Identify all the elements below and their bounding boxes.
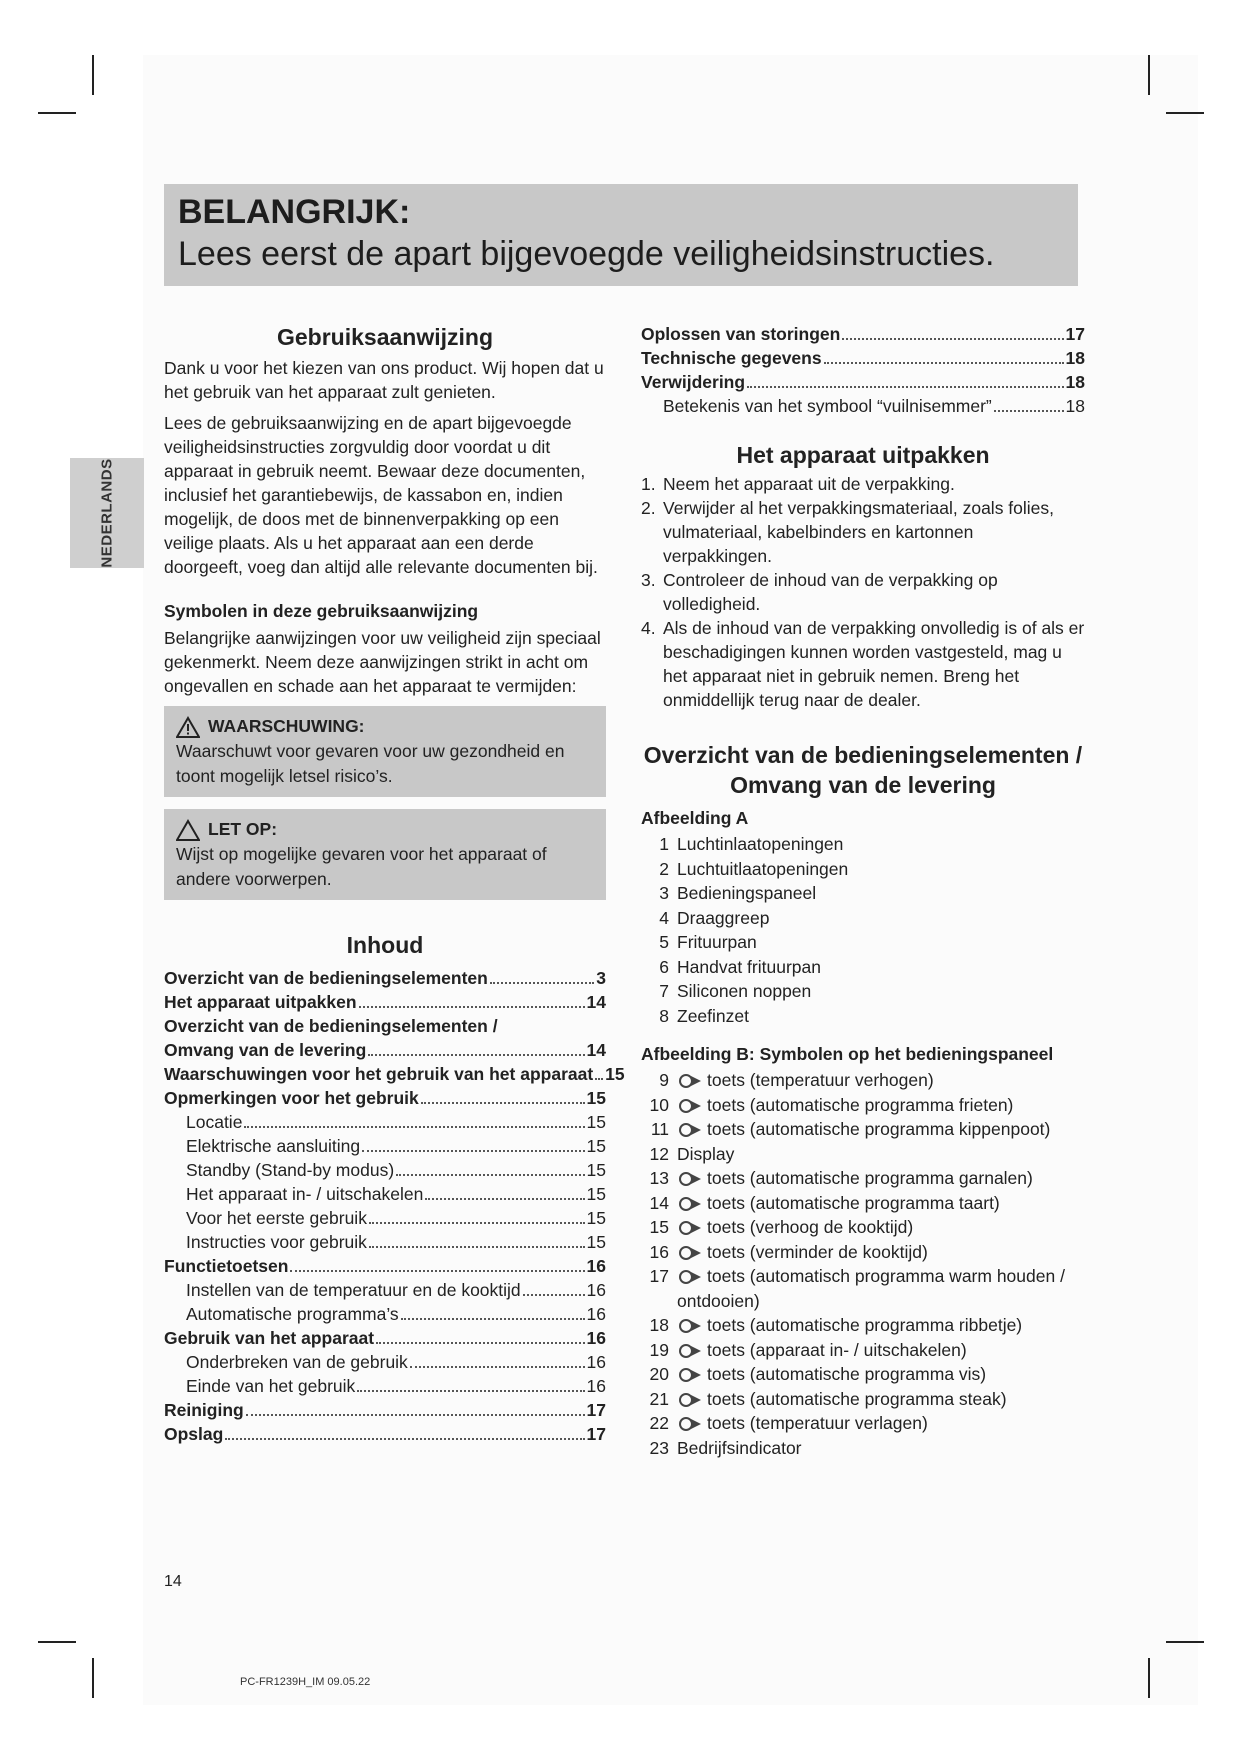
item-number: 8 xyxy=(659,1005,669,1026)
toc-entry-page: 15 xyxy=(586,1112,606,1132)
crop-mark xyxy=(1166,112,1204,114)
item-number: 7 xyxy=(659,981,669,1001)
toc-entry-page: 14 xyxy=(586,992,606,1012)
toc-entry xyxy=(164,1374,606,1398)
step-number: 4. xyxy=(641,618,656,638)
item-number: 6 xyxy=(659,956,669,977)
step-number: 1. xyxy=(641,474,656,494)
list-item xyxy=(641,1240,1085,1265)
toc-entry xyxy=(164,1422,606,1446)
toc-entry-title: Opslag xyxy=(164,1424,224,1444)
toc-entry-page: 15 xyxy=(586,1184,606,1204)
item-number: 23 xyxy=(649,1437,669,1458)
intro-paragraph-2: Lees de gebruiksaanwijzing en de apart bijgevoegde veiligheidsinstructies zorgvuldig door voordat u dit apparaat in gebruik neemt. Bewaar deze documenten, inclusief het garantiebewijs, de kassabon en, indien mogelijk, de doos met de binnenverpakking op een veilige plaats. Als u het apparaat aan een derde doorgeeft, voeg dan altijd alle relevante documenten bij. xyxy=(164,413,598,577)
toc-dot-leader xyxy=(225,1438,584,1440)
item-text: toets (automatische programma steak) xyxy=(707,1388,1007,1409)
toc-entry-title: Het apparaat uitpakken xyxy=(164,992,357,1012)
toc-entry-title: Automatische programma’s xyxy=(186,1304,399,1324)
overview-heading-1: Overzicht van de bedieningselementen / xyxy=(643,742,1083,768)
crop-mark xyxy=(92,55,94,95)
caution-triangle-icon xyxy=(176,819,200,841)
item-text: Luchtuitlaatopeningen xyxy=(677,858,849,879)
toc-entry-page: 15 xyxy=(586,1088,606,1108)
toc-entry-page: 16 xyxy=(586,1256,606,1276)
left-column xyxy=(164,322,625,1446)
banner-title: BELANGRIJK: xyxy=(178,193,411,231)
toc-entry-page: 15 xyxy=(605,1064,625,1084)
caution-title: LET OP: xyxy=(208,819,278,839)
toc-dot-leader xyxy=(369,1222,585,1224)
toc-dot-leader xyxy=(595,1078,603,1080)
item-number: 20 xyxy=(649,1364,669,1384)
toc-dot-leader xyxy=(842,338,1063,340)
item-number: 4 xyxy=(659,907,669,928)
list-item xyxy=(641,1166,1085,1191)
toc-entry xyxy=(164,1254,606,1278)
toc-entry xyxy=(164,1014,606,1038)
power-icon xyxy=(677,1342,703,1360)
unpacking-step xyxy=(641,496,1085,568)
list-item xyxy=(641,1004,1085,1029)
crop-mark xyxy=(92,1658,94,1698)
toc-entry xyxy=(164,1182,606,1206)
toc-entry-page: 16 xyxy=(586,1376,606,1396)
toc-entry xyxy=(164,1062,625,1086)
item-number: 13 xyxy=(649,1168,669,1188)
item-number: 22 xyxy=(649,1413,669,1433)
banner-subtitle: Lees eerst de apart bijgevoegde veiligheidsinstructies. xyxy=(178,235,995,273)
toc-left xyxy=(164,966,625,1446)
item-text: toets (temperatuur verhogen) xyxy=(707,1070,934,1090)
unpacking-step xyxy=(641,616,1085,712)
toc-entry-title: Waarschuwingen voor het gebruik van het apparaat xyxy=(164,1064,594,1084)
steak-icon xyxy=(677,1391,703,1409)
intro-heading: Gebruiksaanwijzing xyxy=(277,324,493,350)
item-number: 12 xyxy=(649,1143,669,1164)
list-item xyxy=(641,832,1085,857)
list-item xyxy=(641,1117,1085,1142)
toc-entry-title: Einde van het gebruik xyxy=(186,1376,356,1396)
item-number: 19 xyxy=(649,1339,669,1360)
toc-entry-title: Verwijdering xyxy=(641,372,746,392)
toc-entry xyxy=(164,1398,606,1422)
list-item xyxy=(641,1338,1085,1363)
toc-entry-title: Omvang van de levering xyxy=(164,1040,367,1060)
ribs-icon xyxy=(677,1317,703,1335)
crop-mark xyxy=(1148,55,1150,95)
toc-entry-title: Technische gegevens xyxy=(641,348,822,368)
list-item xyxy=(641,1191,1085,1216)
toc-entry xyxy=(641,322,1085,346)
item-number: 14 xyxy=(649,1192,669,1213)
toc-dot-leader xyxy=(368,1054,584,1056)
step-text: Controleer de inhoud van de verpakking op volledigheid. xyxy=(663,570,998,614)
toc-dot-leader xyxy=(523,1294,585,1296)
item-text: Bedrijfsindicator xyxy=(677,1437,802,1458)
item-number: 2 xyxy=(659,858,669,879)
unpacking-step xyxy=(641,472,1085,496)
overview-heading-2: Omvang van de levering xyxy=(730,772,996,798)
toc-entry xyxy=(164,1110,606,1134)
toc-dot-leader xyxy=(244,1126,584,1128)
toc-entry-page: 15 xyxy=(586,1160,606,1180)
shrimp-icon xyxy=(677,1170,703,1188)
toc-entry xyxy=(641,394,1085,418)
list-item xyxy=(641,1387,1085,1412)
item-number: 5 xyxy=(659,932,669,952)
toc-entry-title: Reiniging xyxy=(164,1400,244,1420)
temp-up-icon xyxy=(677,1072,703,1090)
cake-icon xyxy=(677,1195,703,1213)
list-item xyxy=(641,1142,1085,1167)
fries-icon xyxy=(677,1097,703,1115)
toc-dot-leader xyxy=(401,1318,585,1320)
language-tab-label: NEDERLANDS xyxy=(98,458,116,568)
item-text: toets (apparaat in- / uitschakelen) xyxy=(707,1339,967,1360)
unpacking-steps xyxy=(641,472,1085,712)
toc-entry xyxy=(164,1350,606,1374)
toc-entry xyxy=(164,1086,606,1110)
caution-text: Wijst op mogelijke gevaren voor het apparaat of andere voorwerpen. xyxy=(176,844,547,889)
item-text: toets (automatische programma ribbetje) xyxy=(707,1315,1023,1335)
list-item xyxy=(641,1313,1085,1338)
caution-box xyxy=(164,809,606,900)
toc-entry-page: 17 xyxy=(586,1400,606,1420)
toc-entry-title: Overzicht van de bedieningselementen xyxy=(164,968,488,988)
toc-entry xyxy=(164,1230,606,1254)
list-item xyxy=(641,1264,1085,1313)
toc-entry-page: 3 xyxy=(596,968,606,988)
toc-entry-page: 16 xyxy=(586,1304,606,1324)
toc-entry-page: 18 xyxy=(1065,348,1085,368)
crop-mark xyxy=(1166,1641,1204,1643)
time-up-icon xyxy=(677,1219,703,1237)
toc-entry-page: 14 xyxy=(586,1040,606,1060)
crop-mark xyxy=(38,112,76,114)
toc-dot-leader xyxy=(357,1390,584,1392)
toc-entry xyxy=(164,1134,606,1158)
list-item xyxy=(641,1215,1085,1240)
list-item xyxy=(641,857,1085,882)
toc-entry-title: Overzicht van de bedieningselementen / xyxy=(164,1016,498,1036)
time-down-icon xyxy=(677,1244,703,1262)
item-text: Bedieningspaneel xyxy=(677,883,817,903)
toc-entry-title: Onderbreken van de gebruik xyxy=(186,1352,408,1372)
toc-entry-title: Betekenis van het symbool “vuilnisemmer” xyxy=(663,396,992,416)
warning-text: Waarschuwt voor gevaren voor uw gezondheid en toont mogelijk letsel risico’s. xyxy=(176,741,565,786)
toc-entry xyxy=(641,370,1085,394)
item-number: 17 xyxy=(649,1266,669,1286)
toc-dot-leader xyxy=(376,1342,584,1344)
crop-mark xyxy=(1148,1658,1150,1698)
drumstick-icon xyxy=(677,1121,703,1139)
temp-down-icon xyxy=(677,1415,703,1433)
step-text: Neem het apparaat uit de verpakking. xyxy=(663,474,955,494)
figure-b-title: Afbeelding B: Symbolen op het bedieningspaneel xyxy=(641,1044,1054,1064)
item-text: toets (verhoog de kooktijd) xyxy=(707,1217,914,1237)
list-item xyxy=(641,1068,1085,1093)
toc-dot-leader xyxy=(246,1414,585,1416)
toc-dot-leader xyxy=(490,982,594,984)
toc-entry-page: 15 xyxy=(586,1136,606,1156)
item-text: Draaggreep xyxy=(677,907,770,928)
item-text: Luchtinlaatopeningen xyxy=(677,834,844,854)
item-text: Display xyxy=(677,1143,735,1164)
toc-entry xyxy=(164,1038,606,1062)
item-number: 3 xyxy=(659,883,669,903)
toc-entry-page: 18 xyxy=(1065,396,1085,416)
item-number: 9 xyxy=(659,1070,669,1090)
toc-entry-title: Instructies voor gebruik xyxy=(186,1232,367,1252)
step-number: 2. xyxy=(641,498,656,518)
toc-entry-title: Instellen van de temperatuur en de kooktijd xyxy=(186,1280,521,1300)
toc-entry-page: 15 xyxy=(586,1208,606,1228)
item-number: 10 xyxy=(649,1094,669,1115)
symbols-heading: Symbolen in deze gebruiksaanwijzing xyxy=(164,601,479,621)
item-text: toets (automatische programma vis) xyxy=(707,1364,987,1384)
toc-entry-page: 17 xyxy=(1065,324,1085,344)
list-item xyxy=(641,979,1085,1004)
item-number: 1 xyxy=(659,834,669,854)
toc-entry xyxy=(164,1278,606,1302)
unpacking-heading: Het apparaat uitpakken xyxy=(736,442,990,468)
item-text: toets (temperatuur verlagen) xyxy=(707,1413,928,1433)
right-column xyxy=(641,322,1085,1460)
toc-dot-leader xyxy=(994,410,1064,412)
keep-warm-icon xyxy=(677,1268,703,1286)
unpacking-step xyxy=(641,568,1085,616)
step-text: Verwijder al het verpakkingsmateriaal, zoals folies, vulmateriaal, kabelbinders en kartonnen verpakkingen. xyxy=(663,498,1055,566)
list-item xyxy=(641,906,1085,931)
toc-dot-leader xyxy=(425,1198,584,1200)
toc-entry-title: Opmerkingen voor het gebruik xyxy=(164,1088,419,1108)
list-item xyxy=(641,1093,1085,1118)
toc-entry-title: Het apparaat in- / uitschakelen xyxy=(186,1184,424,1204)
toc-entry-page: 18 xyxy=(1065,372,1085,392)
item-text: toets (automatische programma taart) xyxy=(707,1192,1000,1213)
figure-a-title: Afbeelding A xyxy=(641,808,749,828)
warning-triangle-icon xyxy=(176,716,200,738)
toc-entry xyxy=(164,1206,606,1230)
warning-box xyxy=(164,706,606,797)
toc-dot-leader xyxy=(290,1270,584,1272)
toc-entry-title: Functietoetsen xyxy=(164,1256,289,1276)
list-item xyxy=(641,881,1085,906)
item-text: toets (automatische programma frieten) xyxy=(707,1094,1014,1115)
toc-entry-title: Elektrische aansluiting xyxy=(186,1136,361,1156)
intro-paragraph-1: Dank u voor het kiezen van ons product. Wij hopen dat u het gebruik van het apparaat zult genieten. xyxy=(164,358,604,402)
toc-dot-leader xyxy=(396,1174,584,1176)
toc-entry-title: Locatie xyxy=(186,1112,243,1132)
item-number: 21 xyxy=(649,1388,669,1409)
toc-entry-title: Standby (Stand-by modus) xyxy=(186,1160,395,1180)
item-text: Siliconen noppen xyxy=(677,981,812,1001)
crop-mark xyxy=(38,1641,76,1643)
toc-entry xyxy=(164,1326,606,1350)
toc-entry-title: Voor het eerste gebruik xyxy=(186,1208,367,1228)
toc-dot-leader xyxy=(369,1246,585,1248)
footer-code: PC-FR1239H_IM 09.05.22 xyxy=(240,1676,371,1688)
toc-entry-page: 16 xyxy=(586,1352,606,1372)
warning-title: WAARSCHUWING: xyxy=(208,716,365,736)
toc-dot-leader xyxy=(362,1150,584,1152)
figure-a-list xyxy=(641,832,1085,1028)
toc-dot-leader xyxy=(410,1366,585,1368)
toc-dot-leader xyxy=(421,1102,585,1104)
toc-heading: Inhoud xyxy=(346,932,424,958)
item-text: toets (automatische programma kippenpoot) xyxy=(707,1119,1051,1139)
page-number: 14 xyxy=(164,1573,182,1590)
toc-entry xyxy=(641,346,1085,370)
toc-entry xyxy=(164,1158,606,1182)
list-item xyxy=(641,930,1085,955)
item-text: toets (verminder de kooktijd) xyxy=(707,1241,928,1262)
toc-entry-title: Oplossen van storingen xyxy=(641,324,841,344)
toc-entry-page: 15 xyxy=(586,1232,606,1252)
item-number: 11 xyxy=(650,1119,669,1139)
item-number: 16 xyxy=(649,1241,669,1262)
item-text: toets (automatische programma garnalen) xyxy=(707,1168,1033,1188)
toc-entry-page: 16 xyxy=(586,1280,606,1300)
toc-dot-leader xyxy=(824,362,1064,364)
language-tab xyxy=(70,458,144,568)
item-number: 15 xyxy=(649,1217,669,1237)
item-text: Frituurpan xyxy=(677,932,757,952)
symbols-text: Belangrijke aanwijzingen voor uw veiligheid zijn speciaal gekenmerkt. Neem deze aanwijzingen strikt in acht om ongevallen en schade aan het apparaat te vermijden: xyxy=(164,628,601,696)
toc-right xyxy=(641,322,1085,418)
toc-entry-page: 16 xyxy=(586,1328,606,1348)
item-number: 18 xyxy=(649,1315,669,1335)
list-item xyxy=(641,1436,1085,1461)
toc-entry xyxy=(164,990,606,1014)
item-text: toets (automatisch programma warm houden / ontdooien) xyxy=(677,1266,1065,1311)
toc-entry-page: 17 xyxy=(586,1424,606,1444)
toc-entry-title: Gebruik van het apparaat xyxy=(164,1328,375,1348)
toc-dot-leader xyxy=(359,1006,585,1008)
item-text: Handvat frituurpan xyxy=(677,956,821,977)
toc-dot-leader xyxy=(747,386,1063,388)
list-item xyxy=(641,1362,1085,1387)
list-item xyxy=(641,955,1085,980)
toc-entry xyxy=(164,966,606,990)
item-text: Zeefinzet xyxy=(677,1005,749,1026)
fish-icon xyxy=(677,1366,703,1384)
list-item xyxy=(641,1411,1085,1436)
step-text: Als de inhoud van de verpakking onvolledig is of als er beschadigingen kunnen worden vastgesteld, mag u het apparaat niet in gebruik nemen. Breng het onmiddellijk terug naar de dealer. xyxy=(663,618,1085,710)
figure-b-list xyxy=(641,1068,1085,1460)
important-banner xyxy=(164,184,1078,286)
toc-entry xyxy=(164,1302,606,1326)
step-number: 3. xyxy=(641,570,656,590)
